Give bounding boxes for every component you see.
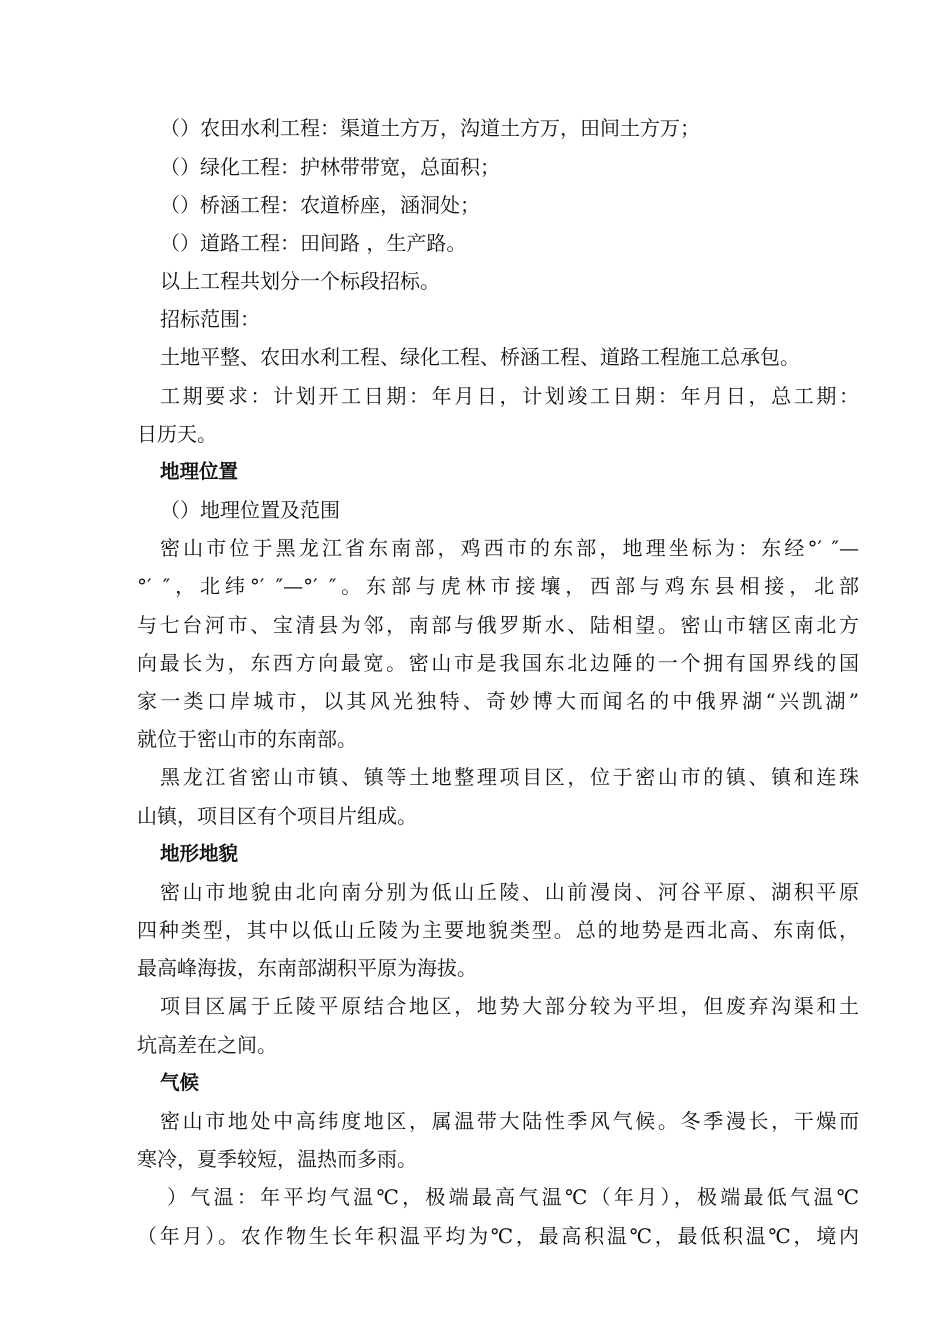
text-line: 家一类口岸城市，以其风光独特、奇妙博大而闻名的中俄界湖“兴凯湖”: [137, 689, 859, 713]
text-line: 密山市地貌由北向南分别为低山丘陵、山前漫岗、河谷平原、湖积平原: [160, 880, 859, 904]
text-line: 密山市位于黑龙江省东南部，鸡西市的东部，地理坐标为：东经°′ ″—: [160, 536, 859, 560]
text-line: 日历天。: [137, 422, 217, 446]
text-line: 与七台河市、宝清县为邻，南部与俄罗斯水、陆相望。密山市辖区南北方: [137, 613, 859, 637]
text-line: 坑高差在之间。: [137, 1033, 277, 1057]
text-line: 以上工程共划分一个标段招标。: [160, 269, 440, 293]
text-line: （）道路工程：田间路 ，生产路。: [160, 231, 467, 255]
text-line: 招标范围：: [160, 307, 260, 331]
text-line: 工期要求：计划开工日期：年月日，计划竣工日期：年月日，总工期：: [160, 384, 859, 408]
text-line: °′ ″，北纬°′ ″—°′ ″。东部与虎林市接壤，西部与鸡东县相接，北部: [137, 574, 859, 598]
section-heading: 地理位置: [160, 460, 239, 483]
text-line: 山镇，项目区有个项目片组成。: [137, 804, 417, 828]
text-line: 寒冷，夏季较短，温热而多雨。: [137, 1147, 417, 1171]
text-line: 密山市地处中高纬度地区，属温带大陆性季风气候。冬季漫长，干燥而: [160, 1109, 859, 1133]
text-line: 土地平整、农田水利工程、绿化工程、桥涵工程、道路工程施工总承包。: [160, 345, 800, 369]
text-line: ）气温：年平均气温℃，极端最高气温℃（年月），极端最低气温℃: [167, 1185, 859, 1209]
text-line: （）农田水利工程：渠道土方万，沟道土方万，田间土方万；: [160, 116, 700, 140]
section-heading: 气候: [160, 1071, 200, 1094]
text-line: 四种类型，其中以低山丘陵为主要地貌类型。总的地势是西北高、东南低，: [137, 918, 859, 942]
text-line: 项目区属于丘陵平原结合地区，地势大部分较为平坦，但废弃沟渠和土: [160, 994, 859, 1018]
text-line: （年月）。农作物生长年积温平均为℃，最高积温℃，最低积温℃，境内: [137, 1224, 859, 1248]
text-line: （）桥涵工程：农道桥座，涵洞处；: [160, 193, 480, 217]
text-line: 最高峰海拔，东南部湖积平原为海拔。: [137, 956, 477, 980]
text-line: （）地理位置及范围: [160, 498, 340, 522]
text-line: 向最长为，东西方向最宽。密山市是我国东北边陲的一个拥有国界线的国: [137, 651, 859, 675]
text-line: 就位于密山市的东南部。: [137, 727, 357, 751]
section-heading: 地形地貌: [160, 842, 239, 865]
text-line: 黑龙江省密山市镇、镇等土地整理项目区，位于密山市的镇、镇和连珠: [160, 765, 859, 789]
text-line: （）绿化工程：护林带带宽，总面积；: [160, 155, 500, 179]
